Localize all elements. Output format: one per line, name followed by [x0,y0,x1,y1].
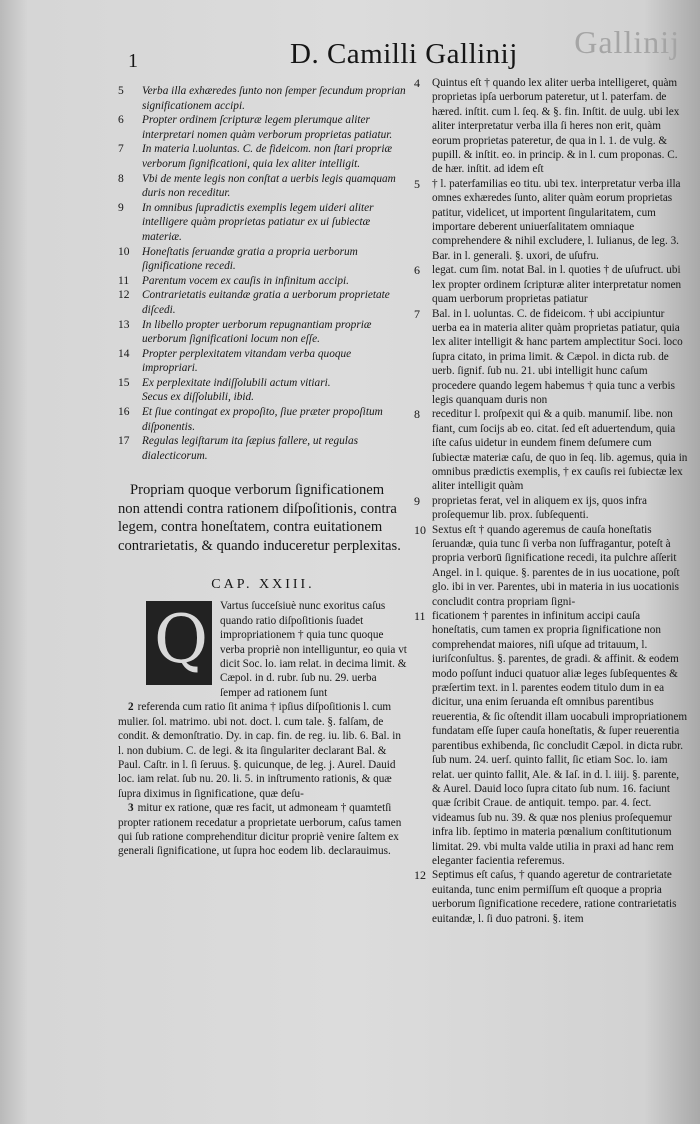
right-column [412,76,688,926]
summary-number: 5 [118,85,124,97]
summary-text: In materia l.uoluntas. C. de fideicom. non ſtari propriæ verborum ſignificationi, quia lex aliter intelligit. [142,143,392,170]
summary-number: 10 [118,245,130,258]
summary-text: Et ſiue contingat ex propoſito, ſiue præter propoſitum diſponentis. [142,406,383,433]
body-paragraph [412,523,688,609]
paragraph-text: legat. cum ſim. notat Bal. in l. quoties † de uſufruct. ubi lex propter ordinem ſcripturæ aliter interpretatur nomen quam uerborum proprietas patiatur [432,264,682,306]
summary-text: In libello propter uerborum repugnantiam propriæ uerborum ſignificationi locum non eſſe. [142,318,372,346]
body-paragraph [118,801,408,859]
paragraph-text: mitur ex ratione, quæ res facit, ut admoneam † quamtetſi propter rationem recedatur a proprietate uerborum, caſus tamen qui ſub ratione comprehenditur dicitur propriè venire ſaltem ex generali ſignificatione, ut ſupra hoc eodem lib. declarauimus. [118,802,402,858]
summary-text: Propter ordinem ſcripturæ legem plerumque aliter interpretari nomen quàm verborum proprietas patiatur. [142,114,393,141]
summary-item [118,274,408,289]
paragraph-text: Bal. in l. uoluntas. C. de fideicom. † ubi accipiuntur uerba ea in materia aliter quàm proprietas patiatur, quia lex aliter intelligit & hanc partem amplectitur Soci. loco ſupra citato, in prima limit. & Cæpol. in dicta rub. de uerb. ſignif. ſub nu. 21. ubi intelligit hunc caſum procedere quando legem habemus † quia tunc a verbis legis quanquam duris non [432,307,683,406]
page-folio: 1 [128,50,138,72]
summary-text: Honeſtatis ſeruandæ gratia a propria uerborum ſignificatione recedi. [142,245,358,273]
summary-item [118,142,408,171]
summary-number: 6 [118,114,124,127]
summary-item [118,347,408,376]
paragraph-text: Septimus eſt caſus, † quando ageretur de contrarietate euitanda, tunc enim permiſſum eſt quoque a propria uerborum ſignificatione recedere, ratione contrarietatis euitandæ, l. ſi duo patroni. §. item [432,869,677,925]
marginal-number: 6 [414,263,420,278]
decorated-initial [146,601,212,685]
summary-number: 11 [118,274,130,287]
summary-item [118,390,408,405]
summary-number: 16 [118,406,130,419]
chapter-summary-list [118,84,408,463]
summary-item [118,245,408,274]
paragraph-text: Quintus eſt † quando lex aliter uerba intelligeret, quàm proprietas ipſa uerborum pateretur, ut l. paterfam. de hæred. inſtit. cum l. ſeq. & §. fin. Inſtit. de uulg. ubi lex aliter interpretatur verba illa ſi heres non erit, quàm eorum proprietas pateretur, de qua in l. 1. de vulg. & pupill. & inſtit. eo. in princip. & in l. cum proponas. C. de hær. inſtit. ad idem eſt [432,77,680,176]
summary-number: 15 [118,376,130,389]
left-body [118,599,408,858]
summary-number: 12 [118,289,130,302]
summary-item [118,434,408,463]
summary-item [118,405,408,434]
summary-number: 17 [118,435,130,448]
marginal-number: 8 [414,407,420,422]
chapter-number: CAP. XXIII. [211,577,315,593]
marginal-number: 2 [128,701,134,714]
summary-item [118,376,408,391]
body-paragraph [412,307,688,408]
body-paragraph [412,494,688,523]
paragraph-text: referenda cum ratio ſit anima † ipſius diſpoſitionis l. cum mulier. ſol. matrimo. ubi not. doct. l. cum tale. §. falſam, de condit. & demonſtratio. Dy. in cap. fin. de reg. iu. lib. 6. Bal. in l. non dubium. C. de legi. & ita ſingulariter declarant Bal. & Paul. Caſtr. in l. ſi ſeruus. §. quicunque, de leg. j. Aurel. Dauid loc. iam relat. ſub nu. 20. li. 5. in inſtrumento rationis, & quæ ſupra diximus in ſignificatione, quæ deſu- [118,701,401,800]
summary-text: Vbi de mente legis non conſtat a uerbis legis quamquam duris non receditur. [142,172,396,200]
summary-number: 7 [118,143,124,156]
marginal-number: 7 [414,306,420,321]
paragraph-text: Sextus eſt † quando ageremus de cauſa honeſtatis ſeruandæ, quia tunc ſi verba non ſuffragantur, poteſt à propria verborū ſignificatione recedi, ita pulchre aſſerit Angel. in l. quique. §. parentes de in ius uocatione, poſt glo. ibi in ver. Parentes, ubi in materia in ius uocationis concludit contra propriam ſigni- [432,523,680,608]
summary-number: 14 [118,347,130,360]
summary-number: 13 [118,318,130,331]
body-paragraph [412,407,688,493]
summary-item [118,318,408,347]
body-paragraph [412,177,688,263]
summary-item [118,84,408,113]
summary-text: Ex perplexitate indiſſolubili actum vitiari. [142,376,331,389]
marginal-number: 9 [414,493,420,508]
initial-letter: Q [154,601,209,679]
paragraph-text: receditur l. proſpexit qui & a quib. manumiſ. libe. non fiant, cum ſocijs ab eo. citat. ſed eſt aduertendum, quia iſte caſus uidetur in eundem finem deſumere cum ſubiectæ materiæ caſu, de quo in ſeq. lib. agemus, quia in omnibus prædictis exemplis, † ex cauſis rei ſubiectæ lex aliter intelligit quàm [432,408,688,493]
summary-text: In omnibus ſupradictis exemplis legem uideri aliter intelligere quàm proprietas patiatur ex ui ſubiectæ materiæ. [142,201,374,243]
summary-number: 9 [118,201,124,214]
summary-text: Contrarietatis euitandæ gratia a uerborum proprietate diſcedi. [142,289,390,316]
running-head: D. Camilli Gallinij [290,38,518,70]
marginal-number: 4 [414,76,420,90]
summary-item [118,288,408,317]
body-paragraph [412,868,688,926]
summary-text: Parentum vocem ex cauſis in infinitum accipi. [142,274,349,287]
show-through-text: Gallinij [574,24,680,60]
summary-number: 8 [118,172,124,185]
summary-item [118,172,408,201]
marginal-number: 5 [414,176,420,191]
body-paragraph [412,263,688,306]
left-column [118,84,408,859]
paragraph-text: Vartus ſucceſsiuè nunc exoritus caſus quando ratio diſpoſitionis ſuadet impropriationem † quia tunc quoque verba propriè non intelliguntur, eo quia vt dicit Soc. lo. iam relat. in decima limit. & Cæpol. in d. rubr. ſub nu. 29. uerba ſemper ad rationem ſunt [220,600,407,699]
summary-text: Secus ex diſſolubili, ibid. [142,391,255,404]
marginal-number: 10 [414,522,426,537]
summary-text: Regulas legiſtarum ita ſæpius fallere, ut regulas dialecticorum. [142,435,358,462]
paragraph-text: † l. paterfamilias eo titu. ubi tex. interpretatur verba illa omnes exhæredes ſunto, aliter quàm eorum proprietas patitur, videlicet, ut importent ſingularitatem, cum importare deberent uniuerſalitatem omniaque comprehendere & nihil excludere, l. Iulianus, de leg. 3. Bar. in l. generali. §. uxori, de uſufru. [432,177,681,262]
body-paragraph [412,609,688,868]
paragraph-text: proprietas ferat, vel in aliquem ex ijs, quos infra proſequemur lib. prox. ſubſequenti. [432,494,647,522]
summary-text: Verba illa exhæredes ſunto non ſemper ſecundum proprian significationem accipi. [142,85,406,112]
paragraph-text: ficationem † parentes in infinitum accipi cauſa honeſtatis, cum tamen ex propria ſignificatione non comprehendat maiores, niſi uſque ad tritauum, l. iuriſconſultus. §. parentes, de gradi. & affinit. & eodem modo poſſunt induci quatuor aliæ leges ſubſequentes & præſertim text. in l. parentes eodem titulo dum in ea dicitur, una enim ſeruanda eſt omnibus parentibus reuerentia, & ſic oſtendit illam uocabuli impropriationem fundatam eſſe ſuper cauſa honeſtatis, & ſuper reuerentia parentibus exhibenda, ſic concludit Cæpol. in dicta rubr. ſub num. 24. uerſ. quinto fallit, ſic etiam Soc. lo. iam relat. uer quinto fallit, Ale. & Iaſ. in d. l. iiij. §. parente, & Aurel. Dauid loco ſupra citato ſub num. 16. faciunt quæ ſcribit Craue. de antiquit. tempo. par. 4. ſect. videamus ſub nu. 39. & quæ nos plenius proſequemur infra lib. ſeptimo in materia pœnalium conſtitutionum limitat. 29. vbi multa valde utilia in praxi ad hanc rem eleganter facientia referemus. [432,610,688,867]
marginal-number: 3 [128,802,134,815]
marginal-number: 12 [414,868,426,883]
body-paragraph [412,76,688,177]
summary-text: Propter perplexitatem vitandam verba quoque impropriari. [142,347,352,375]
summary-item [118,113,408,142]
right-body-text [412,76,688,926]
marginal-number: 11 [414,609,426,624]
summary-item [118,201,408,245]
body-paragraph [118,700,408,801]
chapter-heading: Propriam quoque verborum ſignificationem non attendi contra rationem diſpoſitionis, contra legem, contra honeſtatem, contra euitationem contrarietatis, & quando induceretur perplexitas. [118,482,401,554]
